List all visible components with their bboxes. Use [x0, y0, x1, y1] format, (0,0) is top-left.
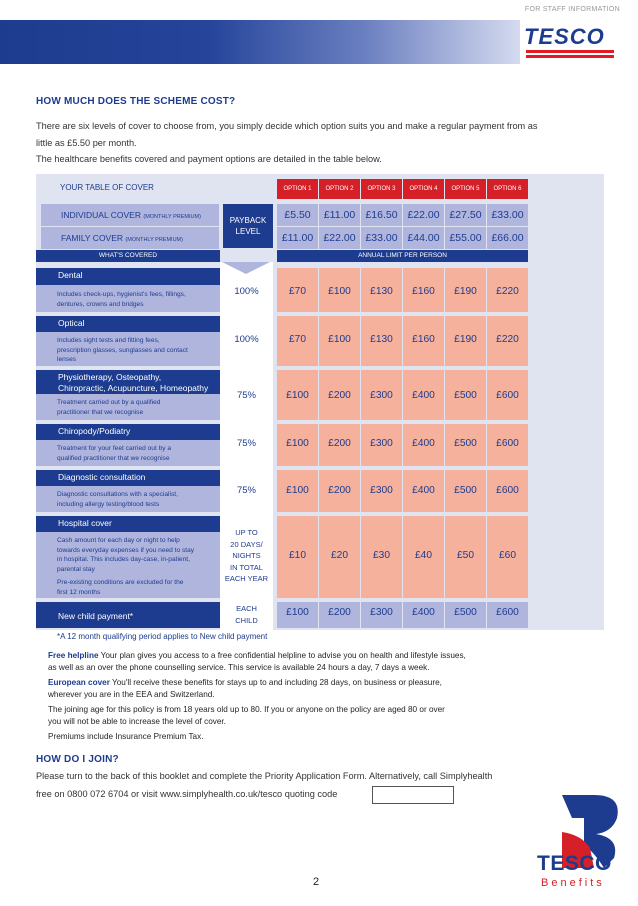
individual-price: £11.00	[319, 204, 360, 226]
annual-limit-amount: £100	[286, 438, 309, 449]
annual-limit-header: ANNUAL LIMIT PER PERSON	[277, 250, 528, 262]
join-line2: free on 0800 072 6704 or visit www.simplyhealth.co.uk/tesco quoting code	[36, 789, 338, 799]
your-table-label: YOUR TABLE OF COVER	[60, 183, 154, 192]
annual-limit-amount: £100	[286, 485, 309, 496]
annual-limit-amount: £70	[289, 334, 306, 345]
family-price: £33.00	[361, 227, 402, 249]
tesco-logo-text: TESCO	[524, 24, 605, 49]
annual-limit-amount: £400	[412, 607, 435, 618]
annual-limit-amount: £200	[328, 438, 351, 449]
benefit-desc: Includes sight tests and fitting fees, prescription glasses, sunglasses and contact lenses	[57, 337, 188, 364]
annual-limit-amount: £400	[412, 390, 435, 401]
individual-price: £16.50	[361, 204, 402, 226]
payback-level: 75%	[236, 438, 256, 449]
individual-price: £33.00	[487, 204, 528, 226]
payback-level: 100%	[234, 286, 259, 297]
payback-level-header: PAYBACK LEVEL	[223, 204, 273, 248]
annual-limit-amount: £130	[370, 286, 393, 297]
individual-cover-label: INDIVIDUAL COVER (MONTHLY PREMIUM)	[41, 204, 219, 226]
annual-limit-amount: £50	[457, 550, 474, 561]
family-price: £11.00	[277, 227, 318, 249]
join-line1: Please turn to the back of this booklet and complete the Priority Application Form. Alternatively, call Simplyhealth	[36, 771, 493, 781]
payback-arrow	[222, 262, 270, 274]
annual-limit-amount: £200	[328, 390, 351, 401]
benefit-name: Optical	[36, 316, 220, 332]
annual-limit-amount: £300	[370, 438, 393, 449]
annual-limit-amount: £30	[373, 550, 390, 561]
cost-para-line2: little as £5.50 per month.	[36, 138, 137, 148]
family-price: £22.00	[319, 227, 360, 249]
family-price: £55.00	[445, 227, 486, 249]
benefit-desc: Cash amount for each day or night to help towards everyday expenses if you need to stay in hospital. This includes day-case, in-patient, parental stay Pre-existing conditions are excluded for the first 12 months	[57, 537, 195, 596]
annual-limit-amount: £190	[454, 286, 477, 297]
individual-price: £5.50	[277, 204, 318, 226]
option-6-header: OPTION 6	[487, 179, 528, 199]
annual-limit-amount: £100	[328, 286, 351, 297]
benefit-name: Dental	[36, 268, 220, 285]
whats-covered-header: WHAT'S COVERED	[36, 250, 220, 262]
helpline-info: Free helpline Your plan gives you access to a free confidential helpline to advise you on health and lifestyle issues, as well as an over the phone counselling service. This service is available 24 hours a day, 7 days a week.	[48, 651, 466, 672]
option-5-header: OPTION 5	[445, 179, 486, 199]
annual-limit-amount: £600	[496, 607, 519, 618]
option-4-header: OPTION 4	[403, 179, 444, 199]
option-3-header: OPTION 3	[361, 179, 402, 199]
annual-limit-amount: £500	[454, 390, 477, 401]
benefit-name: Physiotherapy, Osteopathy, Chiropractic, Acupuncture, Homeopathy	[36, 370, 220, 394]
benefit-name: Diagnostic consultation	[36, 470, 220, 486]
header-banner	[0, 20, 520, 64]
footnote: *A 12 month qualifying period applies to New child payment	[57, 632, 268, 641]
annual-limit-amount: £400	[412, 438, 435, 449]
annual-limit-amount: £200	[328, 485, 351, 496]
benefit-name: Hospital cover	[36, 516, 220, 532]
benefit-desc: Treatment for your feet carried out by a qualified practitioner that we recognise	[57, 445, 172, 462]
payback-level: 75%	[236, 485, 256, 496]
quoting-code-box[interactable]	[372, 786, 454, 804]
annual-limit-amount: £600	[496, 390, 519, 401]
annual-limit-amount: £600	[496, 438, 519, 449]
annual-limit-amount: £300	[370, 390, 393, 401]
staff-info-label: FOR STAFF INFORMATION	[524, 6, 620, 13]
family-price: £66.00	[487, 227, 528, 249]
european-cover-info: European cover You'll receive these benefits for stays up to and including 28 days, on business or pleasure, wherever you are in the EEA and Switzerland.	[48, 678, 442, 699]
individual-price: £22.00	[403, 204, 444, 226]
benefits-logo-text: Benefits	[541, 877, 605, 889]
annual-limit-amount: £600	[496, 485, 519, 496]
annual-limit-amount: £10	[289, 550, 306, 561]
annual-limit-amount: £20	[331, 550, 348, 561]
payback-level: 100%	[234, 334, 259, 345]
annual-limit-amount: £100	[328, 334, 351, 345]
tesco-logo	[520, 20, 620, 60]
benefit-desc: Diagnostic consultations with a specialist, including allergy testing/blood tests	[57, 491, 178, 508]
annual-limit-amount: £40	[415, 550, 432, 561]
tesco-bottom-logo-text: TESCO	[537, 852, 612, 875]
annual-limit-amount: £300	[370, 485, 393, 496]
annual-limit-amount: £500	[454, 607, 477, 618]
benefit-desc: Includes check-ups, hygienist's fees, fillings, dentures, crowns and bridges	[57, 291, 186, 308]
annual-limit-amount: £500	[454, 438, 477, 449]
annual-limit-amount: £70	[289, 286, 306, 297]
annual-limit-amount: £130	[370, 334, 393, 345]
annual-limit-amount: £160	[412, 334, 435, 345]
annual-limit-amount: £400	[412, 485, 435, 496]
annual-limit-amount: £100	[286, 390, 309, 401]
annual-limit-amount: £220	[496, 334, 519, 345]
join-section-title: HOW DO I JOIN?	[36, 754, 119, 765]
annual-limit-amount: £500	[454, 485, 477, 496]
annual-limit-amount: £200	[328, 607, 351, 618]
option-2-header: OPTION 2	[319, 179, 360, 199]
benefit-desc: Treatment carried out by a qualified practitioner that we recognise	[57, 399, 161, 416]
benefit-name: New child payment*	[36, 602, 220, 628]
cost-para2: The healthcare benefits covered and payment options are detailed in the table below.	[36, 154, 382, 164]
family-price: £44.00	[403, 227, 444, 249]
annual-limit-amount: £220	[496, 286, 519, 297]
payback-level: UP TO 20 DAYS/ NIGHTS IN TOTAL EACH YEAR	[224, 528, 269, 583]
benefit-name: Chiropody/Podiatry	[36, 424, 220, 440]
annual-limit-amount: £60	[499, 550, 516, 561]
annual-limit-amount: £160	[412, 286, 435, 297]
cost-section-title: HOW MUCH DOES THE SCHEME COST?	[36, 96, 236, 107]
individual-price: £27.50	[445, 204, 486, 226]
payback-level: 75%	[236, 390, 256, 401]
premium-tax-info: Premiums include Insurance Premium Tax.	[48, 732, 204, 741]
annual-limit-amount: £190	[454, 334, 477, 345]
option-1-header: OPTION 1	[277, 179, 318, 199]
cost-para-line1: There are six levels of cover to choose from, you simply decide which option suits you and make a regular payment from as	[36, 121, 538, 131]
payback-level: EACH CHILD	[235, 604, 258, 625]
family-cover-label: FAMILY COVER (MONTHLY PREMIUM)	[41, 227, 219, 249]
annual-limit-amount: £300	[370, 607, 393, 618]
joining-age-info: The joining age for this policy is from 18 years old up to 80. If you or anyone on the policy are aged 80 or over you will not be able to increase the level of cover.	[48, 705, 445, 726]
page-number: 2	[313, 876, 320, 888]
annual-limit-amount: £100	[286, 607, 309, 618]
